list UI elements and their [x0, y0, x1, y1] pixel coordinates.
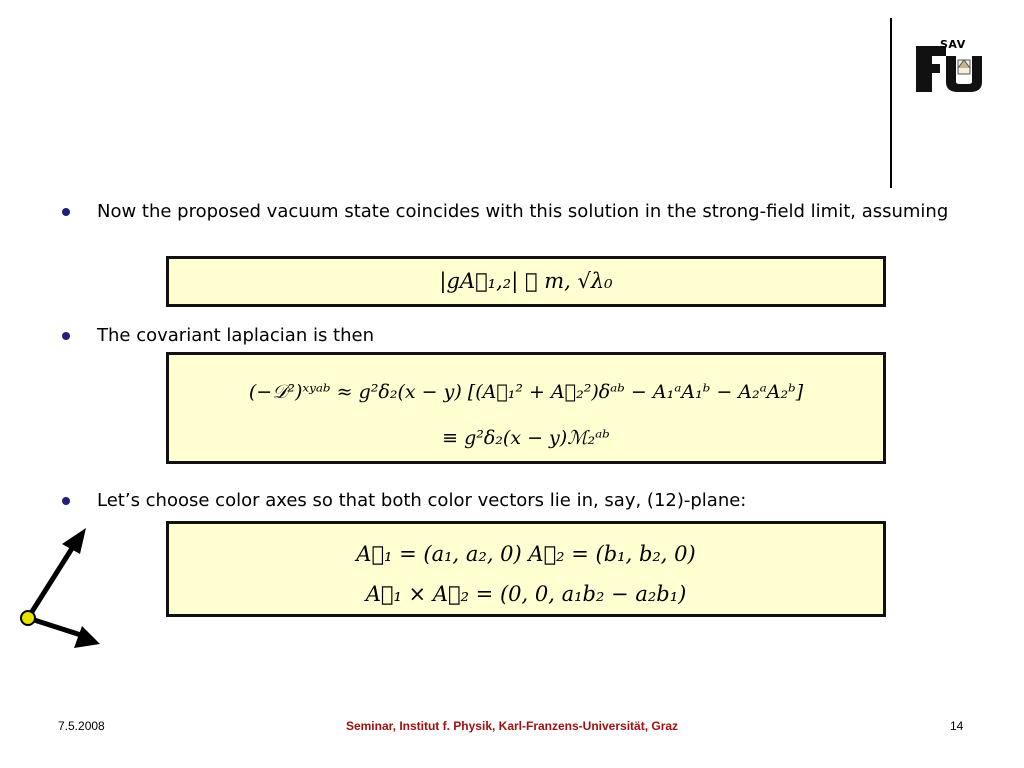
footer-date: 7.5.2008	[58, 719, 105, 733]
formula-line: ≡ g²δ₂(x − y)ℳ₂ᵃᵇ	[442, 427, 610, 449]
bullet-text: The covariant laplacian is then	[97, 325, 375, 346]
footer-title: Seminar, Institut f. Physik, Karl-Franzens-Universität, Graz	[345, 719, 679, 733]
formula-line: A⃗₁ = (a₁, a₂, 0) A⃗₂ = (b₁, b₂, 0)	[356, 542, 696, 566]
color-vectors-diagram	[10, 520, 120, 655]
origin-dot	[21, 611, 35, 625]
bullet-item	[62, 323, 957, 349]
bullet-dot	[62, 208, 70, 216]
bullet-text: Let’s choose color axes so that both color vectors lie in, say, (12)-plane:	[97, 490, 747, 511]
formula-line: |gA⃗₁,₂| ≫ m, √λ₀	[439, 269, 613, 293]
formula-box-color-vectors	[166, 521, 886, 617]
logo-text: SAV	[940, 38, 966, 51]
vector-a1-arrow	[28, 542, 76, 618]
bullet-item	[62, 199, 957, 225]
bullet-item	[62, 488, 957, 514]
formula-line: A⃗₁ × A⃗₂ = (0, 0, a₁b₂ − a₂b₁)	[365, 582, 687, 606]
formula-box-laplacian	[166, 352, 886, 464]
bullet-dot	[62, 497, 70, 505]
bullet-text: Now the proposed vacuum state coincides with this solution in the strong-field limit, assuming	[97, 201, 949, 222]
vector-a1-arrowhead	[62, 528, 86, 554]
vector-a2-arrow	[28, 618, 84, 636]
formula-box-strong-field	[166, 256, 886, 307]
vector-a2-arrowhead	[74, 626, 100, 648]
bullet-dot	[62, 332, 70, 340]
header-divider	[890, 18, 892, 188]
page-number: 14	[950, 719, 964, 733]
formula-line: (−𝒟²)ˣʸᵃᵇ ≈ g²δ₂(x − y) [(A⃗₁² + A⃗₂²)δᵃᵇ − A₁ᵃA₁ᵇ − A₂ᵃA₂ᵇ]	[248, 381, 804, 403]
